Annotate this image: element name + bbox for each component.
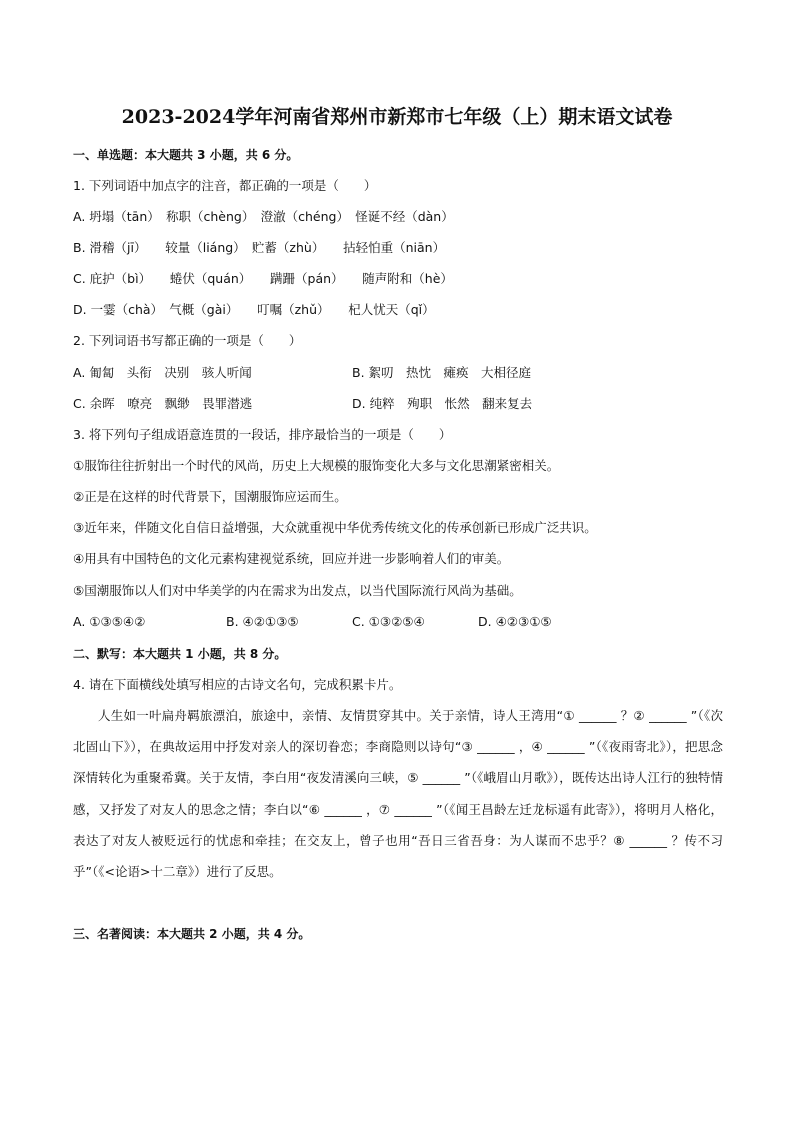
question-3-sentence-2: ②正是在这样的时代背景下，国潮服饰应运而生。 bbox=[73, 489, 347, 504]
question-3-option-d: D. ④②③①⑤ bbox=[478, 614, 552, 629]
question-1-stem: 1. 下列词语中加点字的注音，都正确的一项是（ ） bbox=[73, 178, 377, 193]
section-heading-dictation: 二、默写：本大题共 1 小题，共 8 分。 bbox=[73, 647, 287, 661]
question-2-option-a: A. 匍匐 头衔 决别 骇人听闻 bbox=[73, 365, 252, 380]
question-2-option-c: C. 余晖 嘹亮 飘缈 畏罪潜逃 bbox=[73, 396, 253, 411]
question-4-passage: 人生如一叶扁舟羁旅漂泊，旅途中，亲情、友情贯穿其中。关于亲情，诗人王湾用“① ______ ？② ______ ”（《次北固山下》），在典故运用中抒发对亲人的深切眷恋；李商隐则以诗句“③ ______ ，④ ______ ”（《夜雨寄北》），把思念深情转化为重聚希冀。关于友情，李白用“夜发清溪向三峡，⑤ ______ ”（《峨眉山月歌》），既传达出诗人江行的独特情感，又抒发了对友人的思念之情；李白以“⑥ ______ ，⑦ ______ ”（《闻王昌龄左迁龙标遥有此寄》），将明月人格化，表达了对友人被贬远行的忧虑和牵挂；在交友上，曾子也用“吾日三省吾身：为人谋而不忠乎？⑧ ______ ？传不习乎”（《<论语>十二章》）进行了反思。 bbox=[73, 708, 723, 880]
question-2-option-d: D. 纯粹 殉职 怅然 翻来复去 bbox=[352, 396, 533, 411]
question-1-option-a: A. 坍塌（tān） 称职（chèng） 澄澈（chéng） 怪诞不经（dàn） bbox=[73, 209, 454, 224]
section-heading-classic-reading: 三、名著阅读：本大题共 2 小题，共 4 分。 bbox=[73, 927, 311, 941]
question-3-option-a: A. ①③⑤④② bbox=[73, 614, 146, 629]
question-2-stem: 2. 下列词语书写都正确的一项是（ ） bbox=[73, 333, 302, 348]
question-3-option-c: C. ①③②⑤④ bbox=[352, 614, 425, 629]
question-1-option-b: B. 滑稽（jī） 较量（liáng） 贮蓄（zhù） 拈轻怕重（niān） bbox=[73, 240, 446, 255]
page-title: 2023-2024学年河南省郑州市新郑市七年级（上）期末语文试卷 bbox=[121, 106, 673, 128]
question-1-option-c: C. 庇护（bì） 蜷伏（quán） 蹒跚（pán） 随声附和（hè） bbox=[73, 271, 453, 286]
question-4-stem: 4. 请在下面横线处填写相应的古诗文名句，完成积累卡片。 bbox=[73, 677, 402, 692]
section-heading-single-choice: 一、单选题：本大题共 3 小题，共 6 分。 bbox=[73, 148, 299, 162]
question-3-sentence-3: ③近年来，伴随文化自信日益增强，大众就重视中华优秀传统文化的传承创新已形成广泛共识。 bbox=[73, 520, 597, 535]
question-2-option-b: B. 絮叨 热忱 瘫痪 大相径庭 bbox=[352, 365, 532, 380]
question-1-option-d: D. 一霎（chà） 气概（gài） 叮嘱（zhǔ） 杞人忧天（qǐ） bbox=[73, 302, 435, 317]
question-3-stem: 3. 将下列句子组成语意连贯的一段话，排序最恰当的一项是（ ） bbox=[73, 427, 452, 442]
question-3-sentence-5: ⑤国潮服饰以人们对中华美学的内在需求为出发点，以当代国际流行风尚为基础。 bbox=[73, 583, 522, 598]
question-3-sentence-1: ①服饰往往折射出一个时代的风尚，历史上大规模的服饰变化大多与文化思潮紧密相关。 bbox=[73, 458, 560, 473]
question-3-option-b: B. ④②①③⑤ bbox=[226, 614, 299, 629]
question-3-sentence-4: ④用具有中国特色的文化元素构建视觉系统，回应并进一步影响着人们的审美。 bbox=[73, 551, 510, 566]
